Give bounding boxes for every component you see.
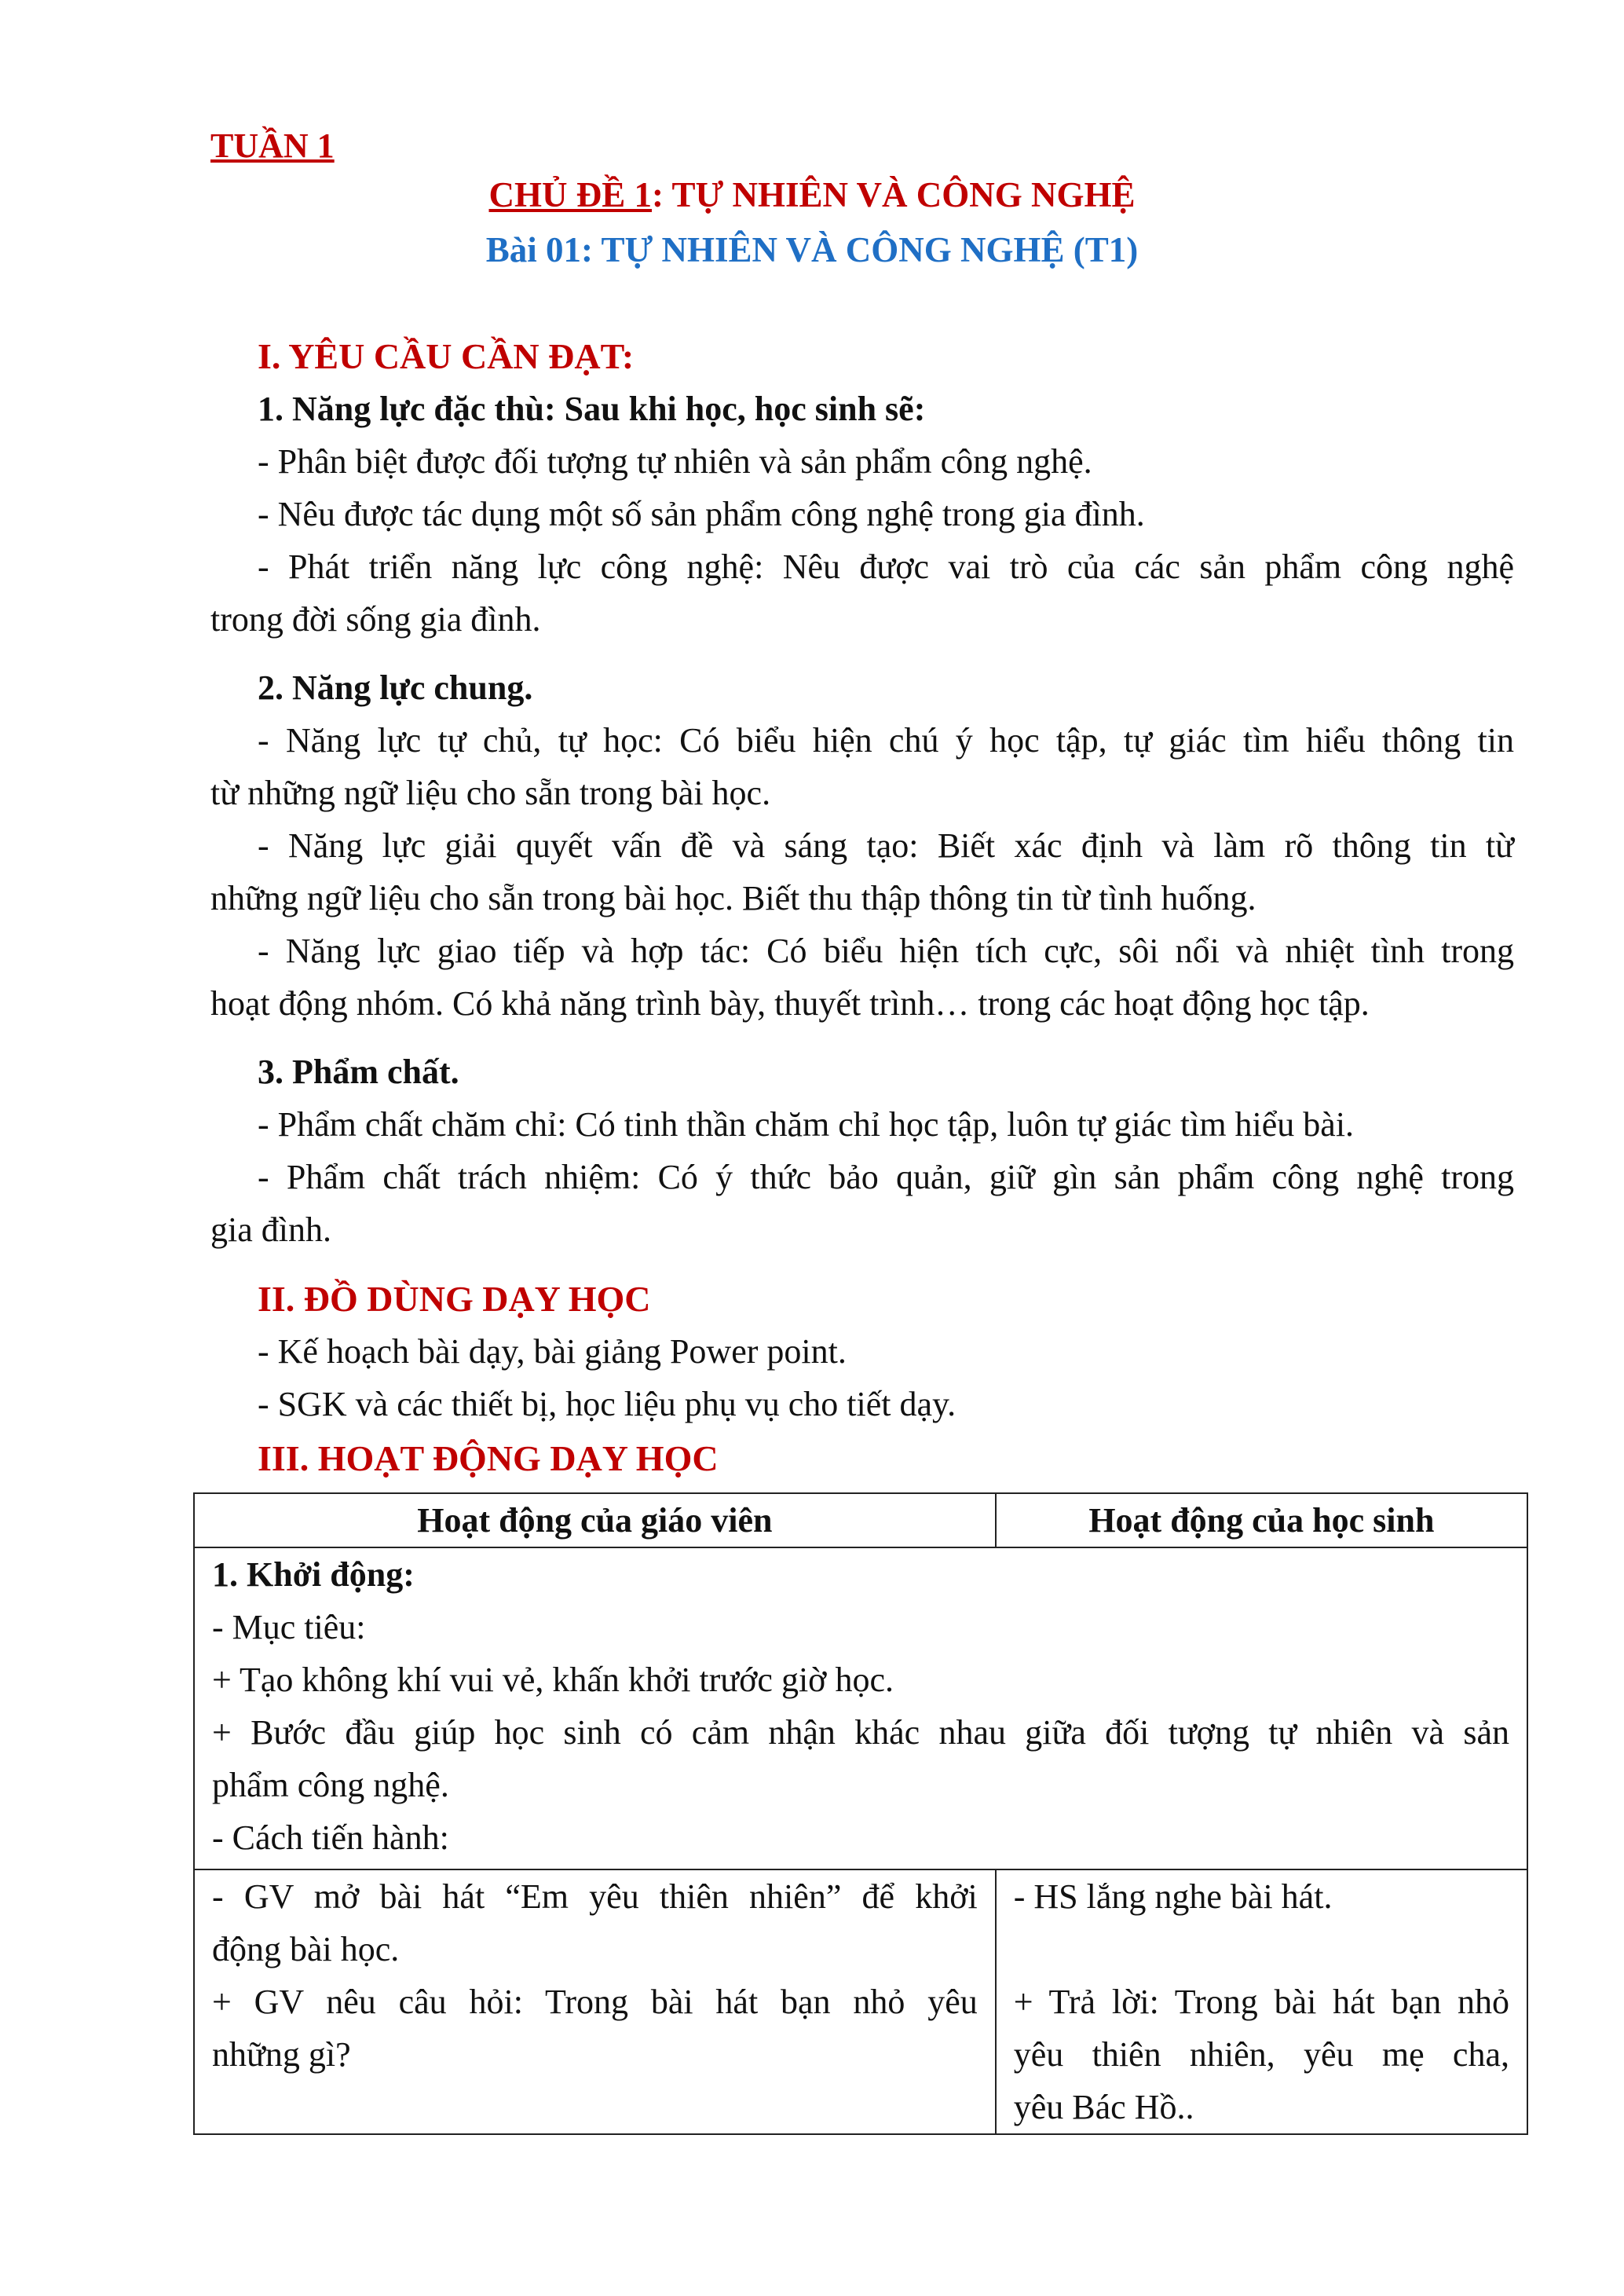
student-line: yêu Bác Hồ.. [1013,2088,1194,2126]
activity-table [193,1492,1528,2135]
section-1-sub2-item: - Năng lực giải quyết vấn đề và sáng tạo: Biết xác định và làm rõ thông tin từ [258,826,1514,865]
teacher-line: + GV nêu câu hỏi: Trong bài hát bạn nhỏ yêu [212,1983,978,2021]
section-1-sub3-item: - Phẩm chất chăm chỉ: Có tinh thần chăm chỉ học tập, luôn tự giác tìm hiểu bài. [258,1105,1355,1144]
student-cell [996,1869,1527,2134]
intro-line: + Bước đầu giúp học sinh có cảm nhận khác nhau giữa đối tượng tự nhiên và sản [212,1713,1509,1752]
section-1-sub2-item: từ những ngữ liệu cho sẵn trong bài học. [210,774,771,812]
section-3-title: III. HOẠT ĐỘNG DẠY HỌC [258,1438,719,1478]
topic-name: : TỰ NHIÊN VÀ CÔNG NGHỆ [652,175,1136,214]
section-1-sub1-item: - Phân biệt được đối tượng tự nhiên và sản phẩm công nghệ. [258,442,1092,481]
topic-number: CHỦ ĐỀ 1 [488,175,653,214]
section-1-sub2-item: - Năng lực tự chủ, tự học: Có biểu hiện chú ý học tập, tự giác tìm hiểu thông tin [258,721,1514,760]
intro-line: phẩm công nghệ. [212,1766,449,1804]
student-spacer [1014,1923,1509,1976]
section-2-item: - SGK và các thiết bị, học liệu phụ vụ cho tiết dạy. [258,1385,956,1423]
student-line: yêu thiên nhiên, yêu mẹ cha, [1013,2035,1509,2074]
teacher-line: những gì? [212,2035,351,2074]
intro-line: + Tạo không khí vui vẻ, khấn khởi trước giờ học. [212,1661,894,1699]
table-row-intro [194,1547,1527,1869]
student-line: + Trả lời: Trong bài hát bạn nhỏ [1013,1983,1509,2021]
header-teacher: Hoạt động của giáo viên [194,1493,996,1547]
section-1-sub1-item: trong đời sống gia đình. [210,600,541,639]
table-row-activity [194,1869,1527,2134]
section-1-sub3: 3. Phẩm chất. [258,1053,459,1091]
topic-title [0,174,1624,215]
section-1-sub2-item: - Năng lực giao tiếp và hợp tác: Có biểu hiện tích cực, sôi nổi và nhiệt tình trong [258,932,1514,970]
section-1-sub2: 2. Năng lực chung. [258,668,533,707]
student-line: - HS lắng nghe bài hát. [1013,1877,1333,1916]
intro-line: - Mục tiêu: [212,1608,366,1646]
intro-cell [194,1547,1527,1869]
section-1-sub1-item: - Phát triển năng lực công nghệ: Nêu được vai trò của các sản phẩm công nghệ [258,547,1514,586]
section-2-title: II. ĐỒ DÙNG DẠY HỌC [258,1279,651,1319]
table-header-row [194,1493,1527,1547]
section-1-title: I. YÊU CẦU CẦN ĐẠT: [258,336,635,376]
section-1-sub3-item: - Phẩm chất trách nhiệm: Có ý thức bảo quản, giữ gìn sản phẩm công nghệ trong [258,1158,1514,1196]
header-student: Hoạt động của học sinh [996,1493,1527,1547]
section-1-sub1-item: - Nêu được tác dụng một số sản phẩm công nghệ trong gia đình. [258,495,1145,533]
lesson-title: Bài 01: TỰ NHIÊN VÀ CÔNG NGHỆ (T1) [485,230,1139,269]
teacher-cell [194,1869,996,2134]
section-1-sub1: 1. Năng lực đặc thù: Sau khi học, học sinh sẽ: [258,390,926,428]
intro-title: 1. Khởi động: [212,1555,415,1594]
section-1-sub2-item: hoạt động nhóm. Có khả năng trình bày, thuyết trình… trong các hoạt động học tập. [210,984,1370,1023]
section-2-item: - Kế hoạch bài dạy, bài giảng Power point. [258,1332,847,1371]
teacher-line: - GV mở bài hát “Em yêu thiên nhiên” để khởi [212,1877,978,1916]
intro-line: - Cách tiến hành: [212,1818,449,1857]
section-1-sub3-item: gia đình. [210,1210,331,1249]
section-1-sub2-item: những ngữ liệu cho sẵn trong bài học. Biết thu thập thông tin từ tình huống. [210,879,1256,917]
week-title: TUẦN 1 [210,126,335,165]
teacher-line: động bài học. [212,1930,400,1968]
